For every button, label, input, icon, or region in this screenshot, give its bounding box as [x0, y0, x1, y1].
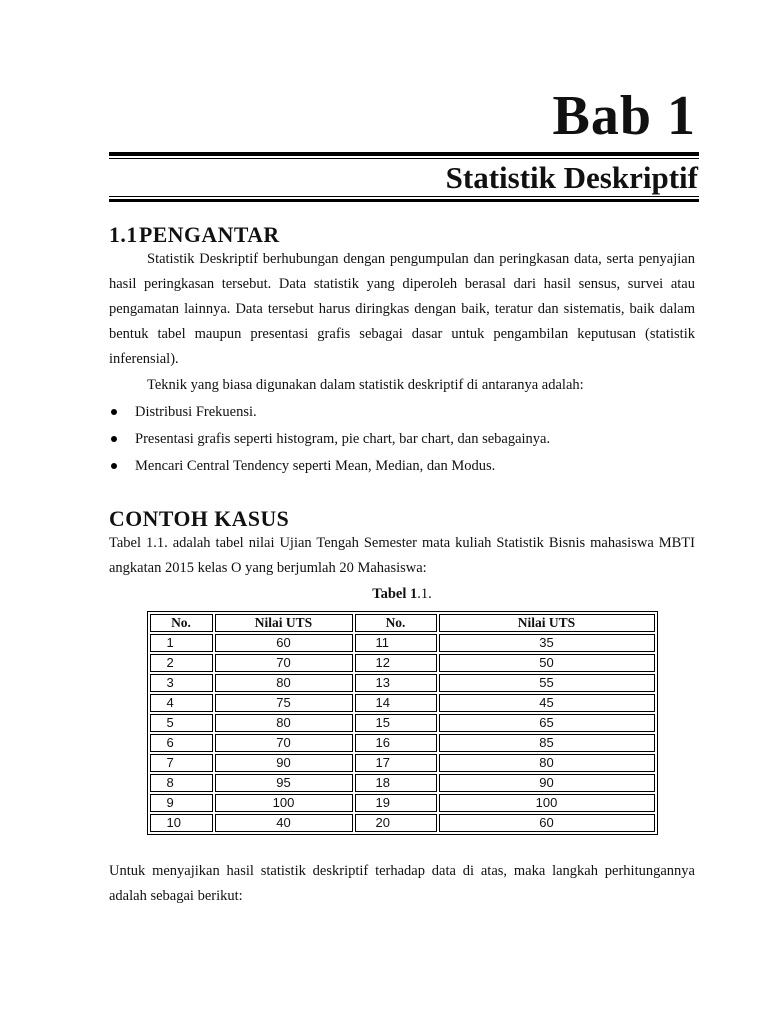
cell-nilai-uts: 85	[439, 734, 655, 752]
cell-no: 6	[150, 734, 213, 752]
cell-nilai-uts: 95	[215, 774, 353, 792]
technique-paragraph: Teknik yang biasa digunakan dalam statistik deskriptif di antaranya adalah:	[147, 377, 584, 393]
column-header-nilai-uts: Nilai UTS	[215, 614, 353, 632]
cell-no: 12	[355, 654, 437, 672]
list-item: Distribusi Frekuensi.	[109, 399, 695, 426]
page-content	[109, 224, 695, 909]
cell-nilai-uts: 75	[215, 694, 353, 712]
case-heading: CONTOH KASUS	[109, 507, 290, 531]
table-row	[150, 734, 655, 752]
intro-paragraph: Statistik Deskriptif berhubungan dengan pengumpulan dan peringkasan data, serta penyajian hasil peringkasan tersebut. Data statistik yang diperoleh berasal dari hasil sensus, survei atau pengamatan lainnya. Data tersebut harus diringkas dengan baik, teratur dan sistematis, baik dalam bentuk tabel maupun presentasi grafis sebagai dasar untuk pengambilan keputusan (statistik inferensial).	[109, 251, 695, 367]
column-header-no: No.	[355, 614, 437, 632]
cell-no: 15	[355, 714, 437, 732]
cell-no: 5	[150, 714, 213, 732]
cell-nilai-uts: 80	[439, 754, 655, 772]
cell-nilai-uts: 35	[439, 634, 655, 652]
cell-nilai-uts: 100	[439, 794, 655, 812]
cell-nilai-uts: 100	[215, 794, 353, 812]
cell-nilai-uts: 80	[215, 674, 353, 692]
table-header-row	[150, 614, 655, 632]
case-intro-paragraph: Tabel 1.1. adalah tabel nilai Ujian Tengah Semester mata kuliah Statistik Bisnis mahasiswa MBTI angkatan 2015 kelas O yang berjumlah 20 Mahasiswa:	[109, 535, 695, 576]
table-row	[150, 694, 655, 712]
section-number: 1.1	[109, 223, 138, 247]
chapter-title: Statistik Deskriptif	[445, 160, 698, 195]
table-row	[150, 634, 655, 652]
closing-paragraph: Untuk menyajikan hasil statistik deskriptif terhadap data di atas, maka langkah perhitungannya adalah sebagai berikut:	[109, 863, 695, 904]
column-header-nilai-uts: Nilai UTS	[439, 614, 655, 632]
cell-no: 11	[355, 634, 437, 652]
table-row	[150, 814, 655, 832]
cell-nilai-uts: 60	[215, 634, 353, 652]
cell-no: 19	[355, 794, 437, 812]
list-item: Mencari Central Tendency seperti Mean, Median, dan Modus.	[109, 453, 695, 480]
cell-no: 9	[150, 794, 213, 812]
cell-no: 14	[355, 694, 437, 712]
table-row	[150, 774, 655, 792]
bullet-icon	[111, 436, 117, 442]
cell-nilai-uts: 65	[439, 714, 655, 732]
cell-nilai-uts: 55	[439, 674, 655, 692]
cell-nilai-uts: 70	[215, 734, 353, 752]
table-row	[150, 654, 655, 672]
cell-no: 4	[150, 694, 213, 712]
cell-nilai-uts: 50	[439, 654, 655, 672]
uts-score-table	[147, 611, 658, 835]
cell-no: 20	[355, 814, 437, 832]
section-heading	[109, 224, 695, 246]
list-item: Presentasi grafis seperti histogram, pie chart, bar chart, dan sebagainya.	[109, 426, 695, 453]
cell-no: 10	[150, 814, 213, 832]
table-body	[150, 634, 655, 832]
column-header-no: No.	[150, 614, 213, 632]
cell-nilai-uts: 90	[439, 774, 655, 792]
cell-no: 8	[150, 774, 213, 792]
cell-no: 3	[150, 674, 213, 692]
chapter-number: Bab 1	[552, 85, 696, 147]
cell-no: 13	[355, 674, 437, 692]
cell-nilai-uts: 40	[215, 814, 353, 832]
table-caption: Tabel 1.1.	[372, 586, 432, 602]
cell-no: 18	[355, 774, 437, 792]
cell-nilai-uts: 90	[215, 754, 353, 772]
cell-no: 2	[150, 654, 213, 672]
cell-nilai-uts: 80	[215, 714, 353, 732]
cell-no: 17	[355, 754, 437, 772]
cell-nilai-uts: 60	[439, 814, 655, 832]
cell-nilai-uts: 45	[439, 694, 655, 712]
section-title: PENGANTAR	[139, 223, 280, 247]
table-row	[150, 714, 655, 732]
cell-nilai-uts: 70	[215, 654, 353, 672]
technique-list	[109, 399, 695, 480]
cell-no: 7	[150, 754, 213, 772]
header-rule-top	[109, 152, 699, 160]
bullet-icon	[111, 463, 117, 469]
table-row	[150, 794, 655, 812]
cell-no: 16	[355, 734, 437, 752]
header-rule-bottom	[109, 196, 699, 202]
table-row	[150, 674, 655, 692]
table-row	[150, 754, 655, 772]
bullet-icon	[111, 409, 117, 415]
cell-no: 1	[150, 634, 213, 652]
